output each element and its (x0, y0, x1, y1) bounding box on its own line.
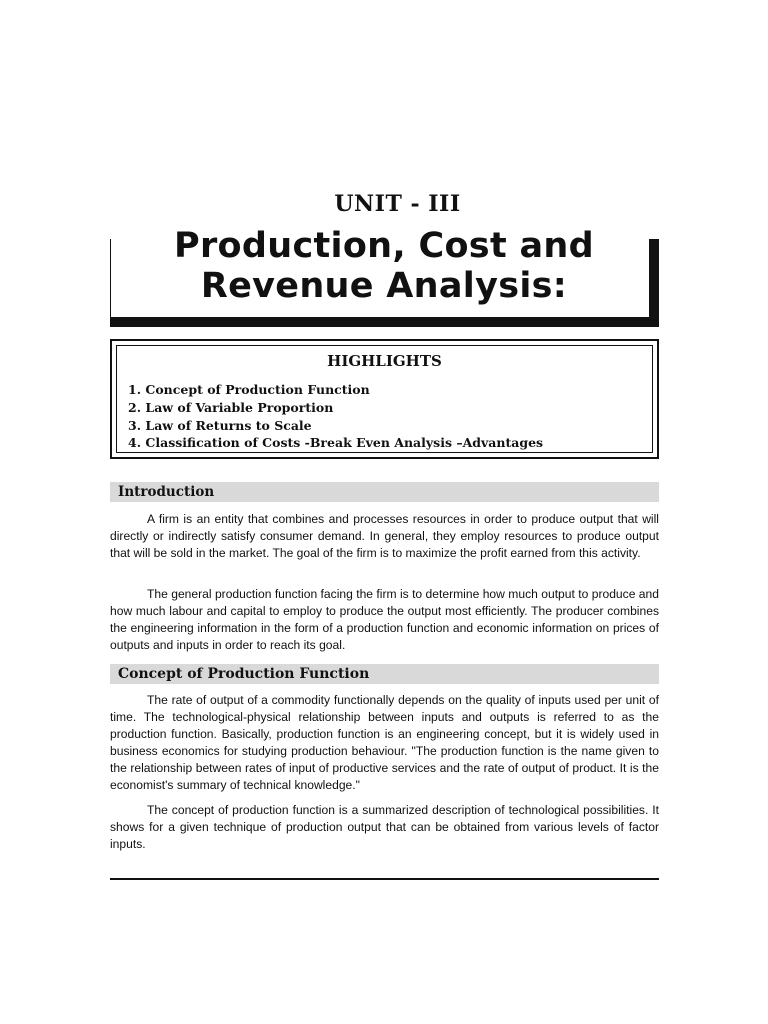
chapter-title (0, 226, 768, 306)
page-bottom-rule (110, 878, 659, 880)
highlights-heading: HIGHLIGHTS (327, 352, 442, 370)
highlight-item: 2. Law of Variable Proportion (128, 399, 334, 415)
chapter-title-line-1: Production, Cost and (174, 226, 594, 266)
paragraph: The general production function facing the firm is to determine how much output to produce and how much labour and capital to employ to produce the output most efficiently. The producer combines the engineering information in the form of a production function and economic information on prices of outputs and inputs in order to reach its goal. (110, 587, 659, 652)
highlight-item: 1. Concept of Production Function (128, 382, 370, 397)
paragraph: The rate of output of a commodity functionally depends on the quality of inputs used per unit of time. The technological-physical relationship between inputs and outputs is referred to as the production function. Basically, production function is an engineering concept, but it is widely used in business economics for studying production behaviour. "The production function is the name given to the relationship between rates of input of productive services and the rate of output of product. It is the economist's summary of technical knowledge." (110, 693, 659, 792)
highlights-inner-frame (116, 345, 653, 453)
unit-label: UNIT - III (334, 191, 461, 217)
section-heading-production-function: Concept of Production Function (110, 664, 659, 684)
highlight-item: 4. Classification of Costs -Break Even Analysis –Advantages (128, 435, 544, 451)
chapter-title-line-2: Revenue Analysis: (200, 266, 568, 306)
section-heading-introduction: Introduction (110, 482, 659, 502)
highlights-list (128, 381, 543, 452)
paragraph: A firm is an entity that combines and processes resources in order to produce output that will directly or indirectly satisfy consumer demand. In general, they employ resources to produce output that will be sold in the market. The goal of the firm is to maximize the profit earned from this activity. (110, 512, 659, 560)
highlight-item: 3. Law of Returns to Scale (128, 417, 312, 433)
highlights-box (110, 339, 659, 459)
paragraph: The concept of production function is a summarized description of technological possibilities. It shows for a given technique of production output that can be obtained from various levels of factor inputs. (110, 803, 659, 851)
